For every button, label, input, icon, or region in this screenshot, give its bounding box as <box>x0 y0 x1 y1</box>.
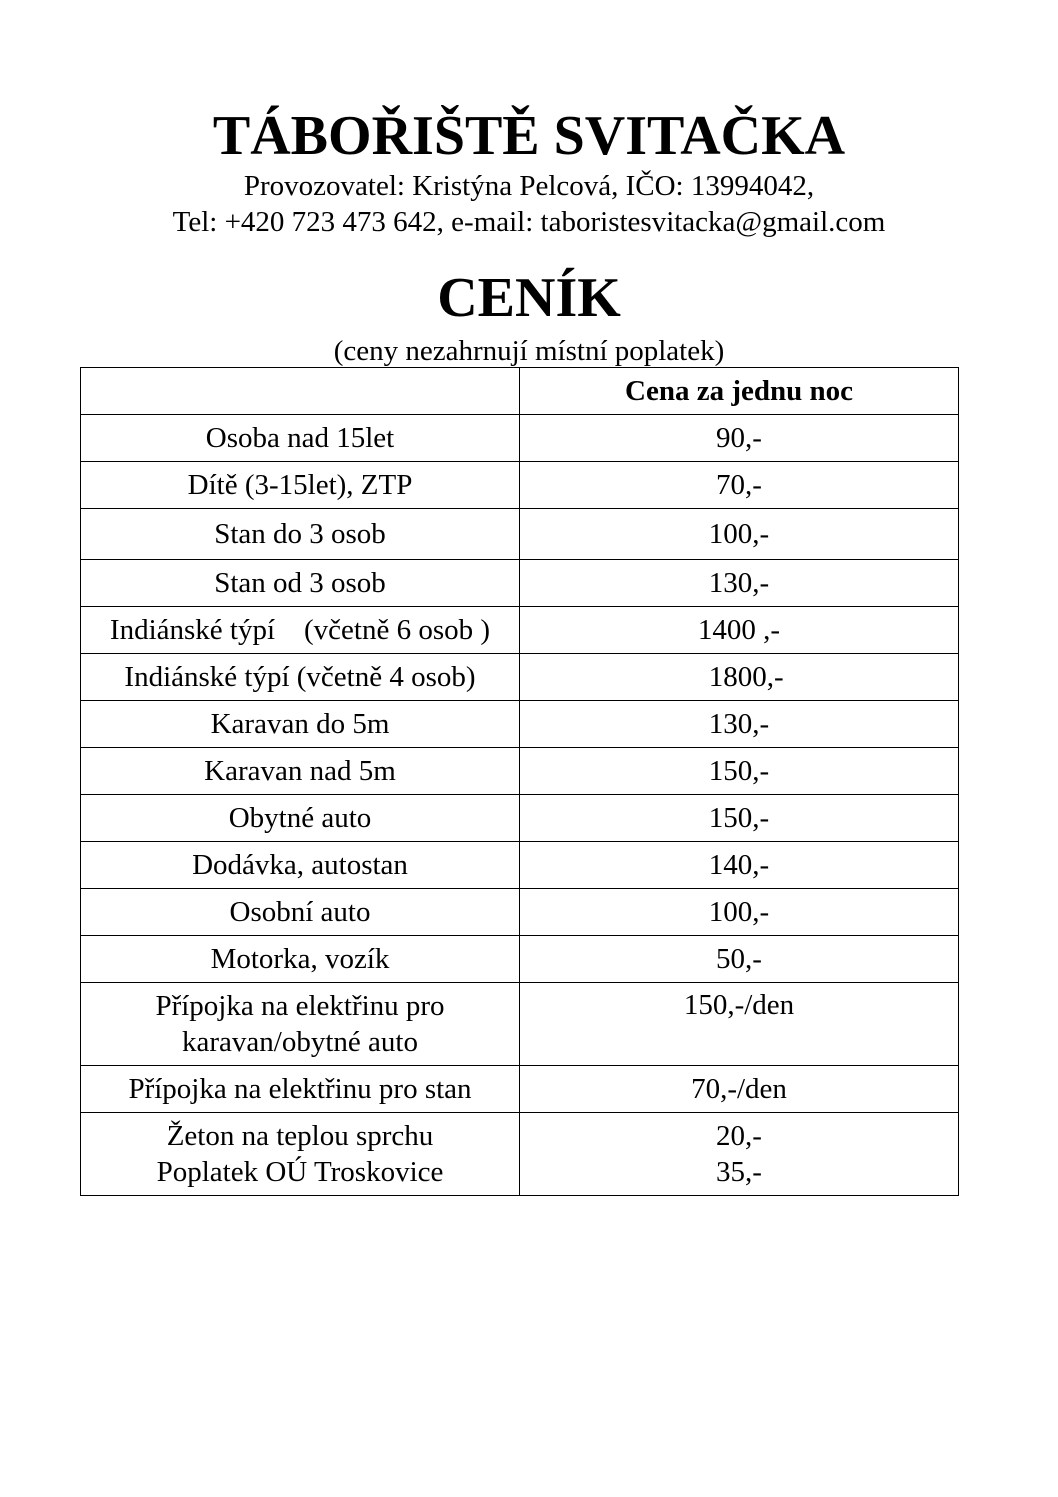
table-row <box>81 654 959 701</box>
item-cell: Motorka, vozík <box>81 936 520 983</box>
item-cell <box>81 1113 520 1196</box>
price-cell: 150,- <box>520 795 959 842</box>
item-cell: Stan od 3 osob <box>81 560 520 607</box>
price-table <box>80 367 959 1196</box>
item-cell: Stan do 3 osob <box>81 509 520 560</box>
price-cell: 130,- <box>520 701 959 748</box>
price-line: 35,- <box>716 1156 762 1188</box>
table-row <box>81 983 959 1066</box>
item-cell: Obytné auto <box>81 795 520 842</box>
price-cell: 100,- <box>520 509 959 560</box>
table-row <box>81 1066 959 1113</box>
item-cell: Osoba nad 15let <box>81 415 520 462</box>
price-cell: 100,- <box>520 889 959 936</box>
price-cell: 150,- <box>520 748 959 795</box>
price-cell: 150,-/den <box>520 983 959 1066</box>
item-cell: Karavan nad 5m <box>81 748 520 795</box>
price-cell: 50,- <box>520 936 959 983</box>
table-row <box>81 748 959 795</box>
column-header-item <box>81 368 520 415</box>
price-line: 20,- <box>716 1120 762 1152</box>
item-cell: Dodávka, autostan <box>81 842 520 889</box>
item-line: karavan/obytné auto <box>182 1026 418 1058</box>
operator-line: Provozovatel: Kristýna Pelcová, IČO: 13994042, <box>243 170 815 202</box>
item-cell: Indiánské týpí (včetně 4 osob) <box>81 654 520 701</box>
table-row <box>81 462 959 509</box>
table-row <box>81 795 959 842</box>
item-line: Přípojka na elektřinu pro <box>155 990 445 1022</box>
table-row <box>81 701 959 748</box>
price-cell: 1400 ,- <box>520 607 959 654</box>
price-cell: 90,- <box>520 415 959 462</box>
pricelist-title: CENÍK <box>437 267 621 329</box>
table-row <box>81 1113 959 1196</box>
table-row <box>81 889 959 936</box>
table-row <box>81 607 959 654</box>
campsite-title: TÁBOŘIŠTĚ SVITAČKA <box>212 105 846 167</box>
price-cell <box>520 1113 959 1196</box>
item-line: Žeton na teplou sprchu <box>166 1120 434 1152</box>
price-cell: 70,- <box>520 462 959 509</box>
table-row <box>81 560 959 607</box>
item-cell: Karavan do 5m <box>81 701 520 748</box>
item-line: Poplatek OÚ Troskovice <box>156 1156 444 1188</box>
table-row <box>81 936 959 983</box>
pricelist-note: (ceny nezahrnují místní poplatek) <box>333 335 725 367</box>
item-cell: Dítě (3-15let), ZTP <box>81 462 520 509</box>
item-cell: Osobní auto <box>81 889 520 936</box>
price-cell: 1800,- <box>520 654 959 701</box>
contact-line: Tel: +420 723 473 642, e-mail: taboristesvitacka@gmail.com <box>172 206 886 238</box>
table-row <box>81 415 959 462</box>
table-row <box>81 509 959 560</box>
price-cell: 130,- <box>520 560 959 607</box>
table-row <box>81 842 959 889</box>
item-cell <box>81 983 520 1066</box>
item-cell: Přípojka na elektřinu pro stan <box>81 1066 520 1113</box>
table-header-row <box>81 368 959 415</box>
column-header-price: Cena za jednu noc <box>520 368 959 415</box>
price-cell: 140,- <box>520 842 959 889</box>
price-cell: 70,-/den <box>520 1066 959 1113</box>
item-cell: Indiánské týpí (včetně 6 osob ) <box>81 607 520 654</box>
